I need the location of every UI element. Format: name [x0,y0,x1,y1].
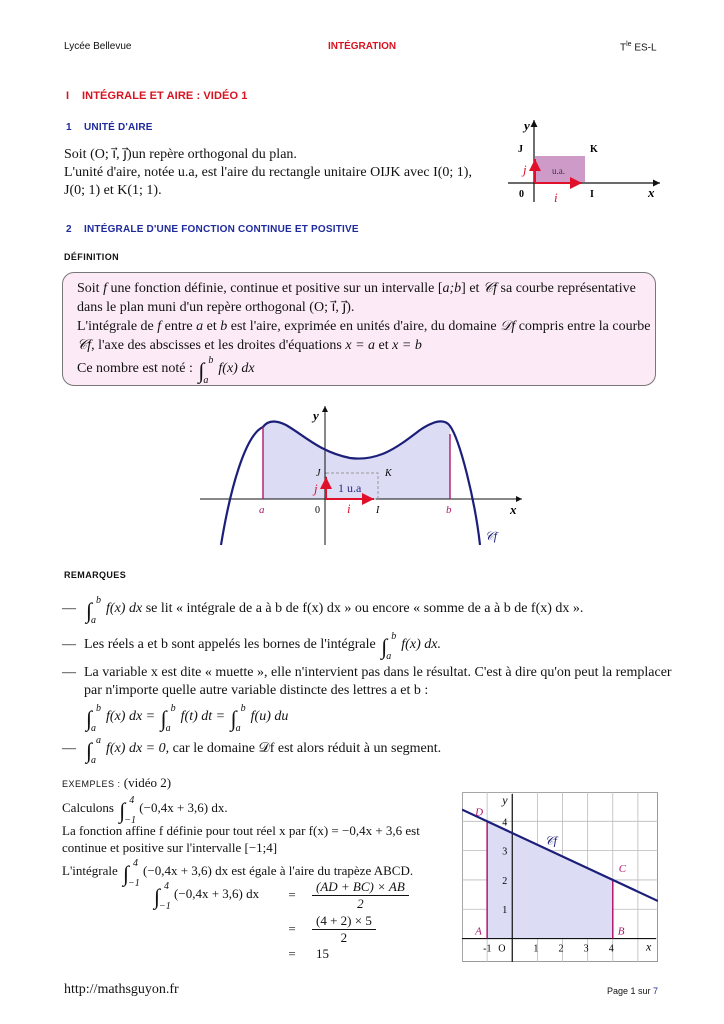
t: ] et [461,281,483,296]
video-ref: (vidéo 2) [123,775,172,790]
integral-sign: ∫ b a [198,355,214,386]
subsection-number: 1 [66,122,72,133]
x-tick-label: -1 [483,943,492,955]
t: L'intégrale de [77,319,158,334]
y-axis-label: y [502,793,508,807]
point-D: D [475,806,484,819]
upper-bound: b [391,631,397,642]
point-B: B [617,925,625,938]
definition-label: DÉFINITION [64,252,119,262]
x-tick-label: 2 [558,943,564,955]
r3-line-2: par n'importe quelle autre variable distincte des lettres a et b : [84,683,429,698]
integrand: f(x) dx = 0, [106,741,170,756]
curve-label: 𝒞f [485,529,498,543]
subsection-title: INTÉGRALE D'UNE FONCTION CONTINUE ET POSITIVE [84,224,359,235]
J-label: J [518,144,523,155]
dash: — [62,601,76,616]
integrand: (−0,4x + 3,6) dx [174,886,260,901]
t: f [157,319,162,334]
point-A: A [475,925,482,938]
section-heading [66,90,247,102]
calc-lhs [152,881,260,912]
t: 𝒟f [500,319,516,334]
t: b [220,319,228,334]
repere: (O; i⃗, j⃗) [90,147,132,162]
calc-row-2 [152,912,409,946]
t: x = b [392,338,422,353]
calculation [152,878,409,962]
upper-bound: b [240,703,246,714]
integral-sign: ∫ b a [86,595,101,626]
t: a;b [442,281,462,296]
header-title: INTÉGRATION [328,41,397,52]
fraction-1 [312,879,409,912]
example-chart [462,792,658,962]
y-tick-label: 3 [502,846,508,858]
r3-line-1 [62,664,682,682]
example-line-3: continue et positive sur l'intervalle [−1;4] [62,840,278,855]
integrand-x: f(x) dx = [106,709,156,724]
remark-text: car le domaine 𝒟f est alors réduit à un segment. [169,741,442,756]
upper-bound: a [96,735,101,746]
class-sup: le [626,41,632,48]
lower-bound: −1 [159,901,171,912]
def-line-3 [77,317,651,336]
point-C: C [618,862,627,875]
remark-3 [62,664,682,734]
t: , l'axe des abscisses et les droites d'équations [91,338,346,353]
I-label: I [590,189,594,200]
calc-row-3 [152,946,409,962]
integral-sign: ∫ 4 −1 [154,881,171,912]
text: Soit [64,147,91,162]
upper-bound: b [96,595,101,606]
dash: — [62,637,76,652]
integral-sign: ∫ 4 −1 [119,795,136,826]
integrand: f(x) dx. [401,637,441,652]
remark-4 [62,735,442,766]
class-rest: ES-L [631,42,657,54]
integrand: (−0,4x + 3,6) dx. [139,800,228,815]
t: a [196,319,204,334]
integrand-t: f(t) dt = [180,709,226,724]
i-vec-label: i⃗ [347,501,361,516]
t: et [375,338,393,353]
K-label: K [590,144,598,155]
example-calc [62,795,457,826]
dash: — [62,665,76,680]
upper-bound: 4 [164,881,169,892]
denominator: 2 [340,929,348,945]
r3-equation [62,703,682,734]
calc-row-1 [152,878,409,912]
example-line-2: La fonction affine f définie pour tout réel x par f(x) = −0,4x + 3,6 est [62,823,420,838]
unit-line-2: L'unité d'aire, notée u.a, est l'aire du rectangle unitaire OIJK avec I(0; 1), [64,165,472,180]
integral-sign: ∫ b a [86,703,101,734]
equals: = [288,946,296,961]
t: 𝒞f [482,281,498,296]
remark-text: Les réels a et b sont appelés les bornes de l'intégrale [84,637,380,652]
curve-label: 𝒞f [544,833,558,848]
class-main: T [620,42,627,54]
section-title: INTÉGRALE ET AIRE : VIDÉO 1 [82,90,248,102]
footer-url[interactable]: http://mathsguyon.fr [64,982,179,997]
page-number [607,986,658,996]
t: est l'aire, exprimée en unités d'aire, du domaine [227,319,501,334]
fraction-2 [312,913,376,946]
examples-label: EXEMPLES : [62,779,121,789]
a-label: a [259,504,265,516]
unit-area-text [64,146,484,200]
t: L'intégrale [62,863,122,878]
I-label: I [376,505,380,516]
def-line-2: dans le plan muni d'un repère orthogonal (O; i⃗, j⃗). [77,300,355,315]
integral-area-figure [190,400,530,550]
unit-line-1 [64,146,484,164]
remark-1 [62,595,584,626]
upper-bound: b [96,703,101,714]
page-text: Page 1 sur [607,986,654,996]
x-tick-labels [483,944,614,955]
t: 𝒞f [77,338,92,353]
lower-bound: −1 [128,878,140,889]
t: Ce nombre est noté : [77,361,197,376]
text: un repère orthogonal du plan. [131,147,297,162]
header-class [620,41,657,53]
integral-sign: ∫ b a [381,631,397,662]
upper-bound: b [208,355,214,366]
x-label: x [648,185,655,200]
lower-bound: a [386,651,392,662]
subsection-number: 2 [66,224,72,235]
remark-text: La variable x est dite « muette », elle n'intervient pas dans le résultat. C'est à dire qu'on peut la remplacer [84,665,672,680]
def-line-4 [77,336,641,355]
upper-bound: b [170,703,176,714]
unit-line-3: J(0; 1) et K(1; 1). [64,183,162,198]
integrand: (−0,4x + 3,6) dx [143,863,229,878]
header-school: Lycée Bellevue [64,41,132,52]
remark-2 [62,631,441,662]
x-axis-label: x [646,939,652,954]
remark-text: se lit « intégrale de a à b de f(x) dx » ou encore « somme de a à b de f(x) dx ». [142,601,584,616]
subsection-heading-1 [66,122,153,133]
b-label: b [446,504,452,516]
definition-box [62,272,656,386]
y-tick-label: 4 [502,817,508,829]
subsection-title: UNITÉ D'AIRE [84,122,153,133]
def-line-5 [77,355,641,386]
ua-label: 1 u.a [338,481,362,495]
lower-bound: a [203,375,209,386]
origin-label: 0 [315,505,320,516]
ua-label: u.a. [552,166,565,176]
lower-bound: a [91,615,96,626]
upper-bound: 4 [133,858,139,869]
origin-label: 0 [519,189,524,200]
t: f [103,281,107,296]
examples-heading [62,774,457,793]
lower-bound: a [165,723,171,734]
equals: = [288,887,296,902]
t: sa courbe représentative [497,281,636,296]
J-label: J [316,468,321,479]
x-tick-label: O [498,943,506,955]
integrand-u: f(u) du [250,709,289,724]
t: compris entre la courbe [515,319,651,334]
x-label: x [510,502,517,517]
t: et [203,319,221,334]
equals: = [288,921,296,936]
i-vec-label: i⃗ [554,190,568,205]
numerator: (4 + 2) × 5 [312,913,376,930]
K-label: K [385,468,392,479]
page-total[interactable]: 7 [653,986,659,996]
integral-sign: ∫ 4 −1 [123,858,140,889]
t: entre [161,319,197,334]
lower-bound: a [91,723,96,734]
t: Calculons [62,800,118,815]
remarks-label: REMARQUES [64,570,127,580]
denominator: 2 [357,895,364,911]
y-label: y [524,118,530,133]
unit-area-figure [498,112,668,208]
x-tick-label: 4 [608,943,614,955]
t: x = a [345,338,376,353]
numerator: (AD + BC) × AB [312,879,409,896]
lower-bound: a [235,723,241,734]
integrand: f(x) dx [106,601,143,616]
j-vec-label: j⃗ [314,481,328,496]
section-number: I [66,90,70,102]
dash: — [62,741,76,756]
y-label: y [313,408,319,423]
integral-sign: ∫ a a [86,735,101,766]
lower-bound: −1 [124,815,136,826]
x-tick-label: 3 [583,943,589,955]
lower-bound: a [91,755,96,766]
t: est égale à l'aire du trapèze ABCD. [228,863,414,878]
t: Soit [77,281,104,296]
y-tick-label: 1 [502,905,508,917]
upper-bound: 4 [129,795,135,806]
j-vec-label: j⃗ [523,162,537,177]
y-tick-label: 2 [502,875,508,887]
def-line-1 [77,279,641,298]
x-tick-label: 1 [533,943,539,955]
subsection-heading-2 [66,224,359,235]
t: une fonction définie, continue et positive sur un intervalle [ [106,281,443,296]
result: 15 [316,946,329,961]
integrand: f(x) dx [218,361,255,376]
integral-sign: ∫ b a [230,703,246,734]
integral-sign: ∫ b a [160,703,176,734]
